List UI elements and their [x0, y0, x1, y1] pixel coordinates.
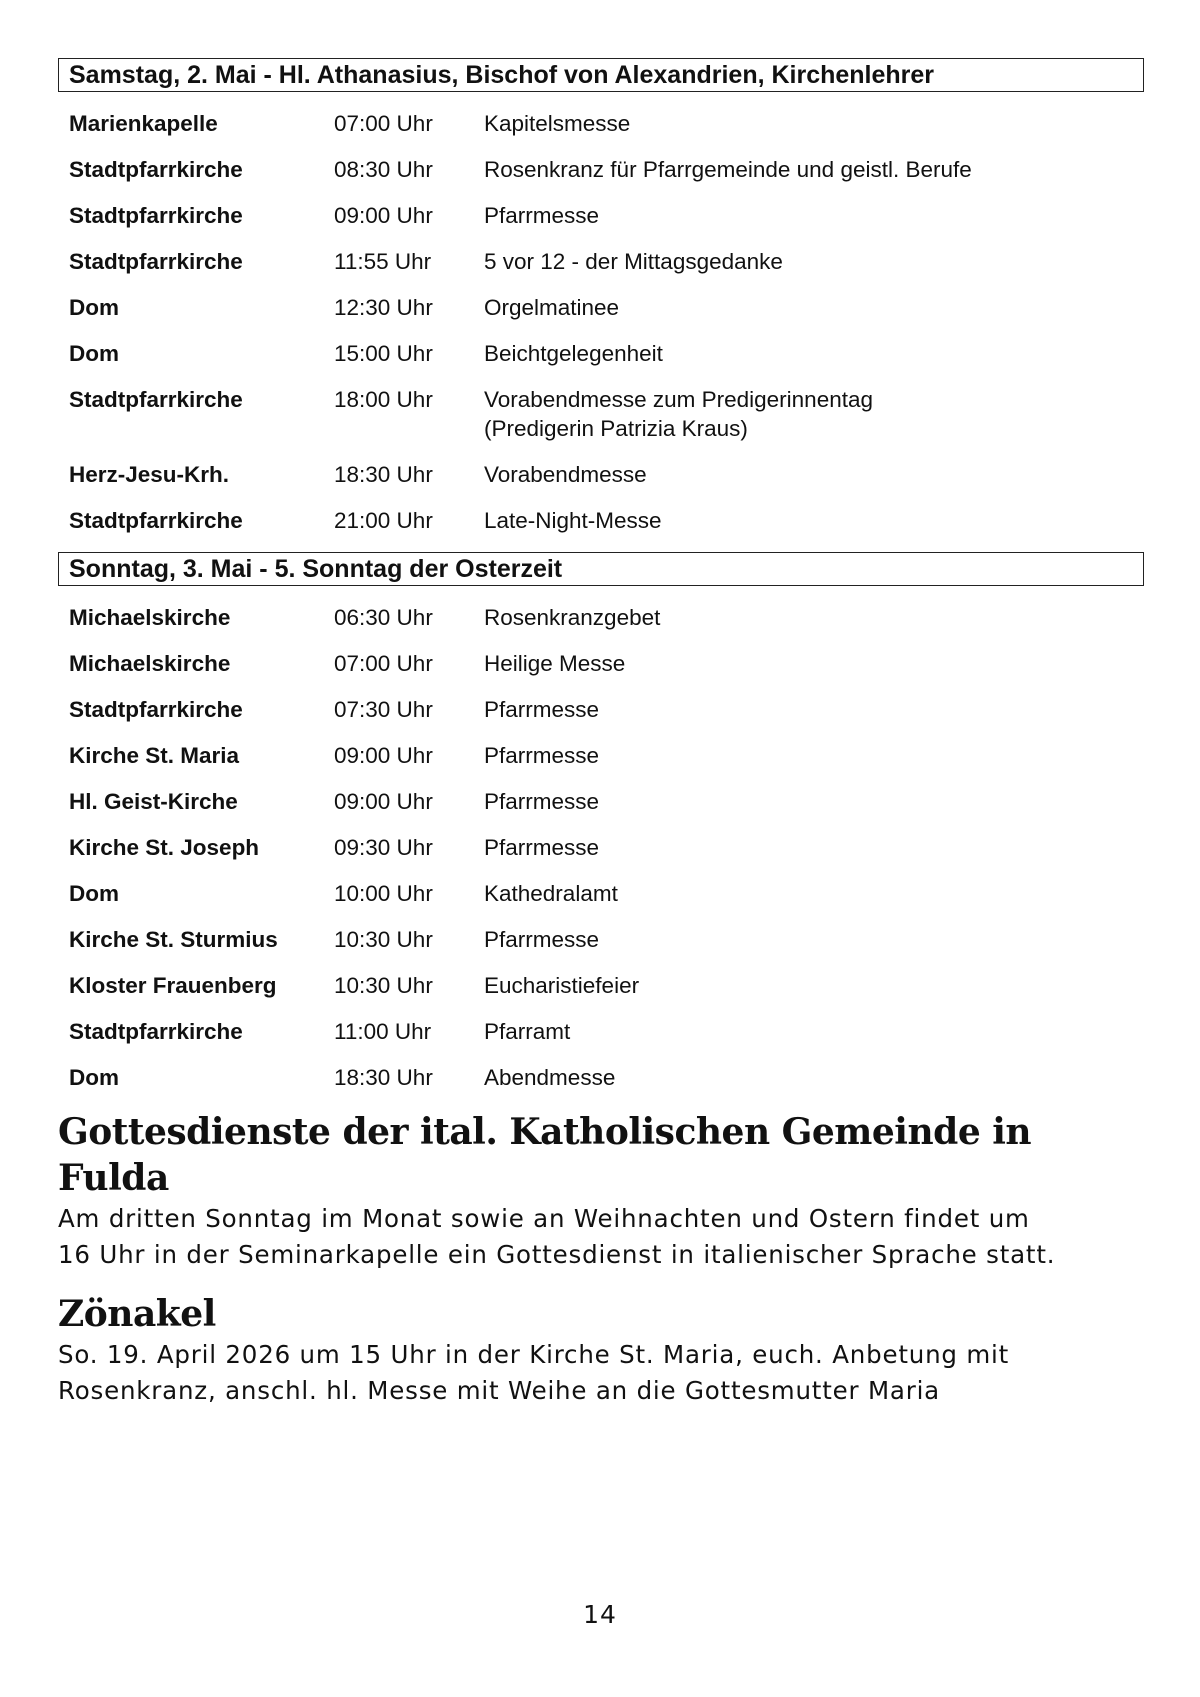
location: Michaelskirche: [69, 605, 231, 630]
day-title: Samstag, 2. Mai - Hl. Athanasius, Bischof von Alexandrien, Kirchenlehrer: [58, 58, 1144, 92]
event-line: Heilige Messe: [484, 651, 626, 676]
time: 07:30 Uhr: [334, 697, 433, 722]
event: [484, 603, 1144, 632]
event-line: (Predigerin Patrizia Kraus): [484, 416, 748, 441]
schedule-row: [58, 339, 1144, 368]
event-line: Vorabendmesse: [484, 462, 647, 487]
schedule-row: [58, 787, 1144, 816]
time: 09:00 Uhr: [334, 743, 433, 768]
event-line: Pfarrmesse: [484, 789, 600, 814]
event: [484, 385, 1144, 443]
location: Stadtpfarrkirche: [69, 387, 243, 412]
event: [484, 155, 1144, 184]
event-line: Abendmesse: [484, 1065, 616, 1090]
schedule-list: [58, 586, 1144, 1092]
time: 18:30 Uhr: [334, 462, 433, 487]
location: Kirche St. Sturmius: [69, 927, 278, 952]
event-line: Pfarrmesse: [484, 697, 600, 722]
day-block: [58, 58, 1144, 535]
schedule-row: [58, 109, 1144, 138]
time: 08:30 Uhr: [334, 157, 433, 182]
location: Dom: [69, 341, 119, 366]
event-line: Kapitelsmesse: [484, 111, 631, 136]
time: 15:00 Uhr: [334, 341, 433, 366]
schedule-row: [58, 385, 1144, 443]
event-line: Beichtgelegenheit: [484, 341, 663, 366]
event-line: Kathedralamt: [484, 881, 618, 906]
event-line: Vorabendmesse zum Predigerinnentag: [484, 387, 873, 412]
event: [484, 339, 1144, 368]
location: Stadtpfarrkirche: [69, 508, 243, 533]
schedule-row: [58, 155, 1144, 184]
event: [484, 879, 1144, 908]
event: [484, 971, 1144, 1000]
page-number: 14: [583, 1600, 617, 1629]
section-heading: Gottesdienste der ital. Katholischen Gemeinde in Fulda: [58, 1111, 1032, 1199]
schedule-row: [58, 603, 1144, 632]
schedule-row: [58, 460, 1144, 489]
service-schedule: [58, 58, 1144, 1092]
location: Stadtpfarrkirche: [69, 157, 243, 182]
schedule-row: [58, 1063, 1144, 1092]
schedule-row: [58, 247, 1144, 276]
location: Stadtpfarrkirche: [69, 249, 243, 274]
time: 07:00 Uhr: [334, 651, 433, 676]
day-block: [58, 552, 1144, 1092]
zoenakel-section: [58, 1291, 1144, 1409]
time: 10:30 Uhr: [334, 927, 433, 952]
schedule-row: [58, 201, 1144, 230]
event: [484, 1017, 1144, 1046]
time: 06:30 Uhr: [334, 605, 433, 630]
location: Stadtpfarrkirche: [69, 697, 243, 722]
location: Michaelskirche: [69, 651, 231, 676]
event-line: 5 vor 12 - der Mittagsgedanke: [484, 249, 783, 274]
section-text-line: 16 Uhr in der Seminarkapelle ein Gottesdienst in italienischer Sprache statt.: [58, 1240, 1056, 1269]
event: [484, 201, 1144, 230]
time: 10:00 Uhr: [334, 881, 433, 906]
schedule-row: [58, 506, 1144, 535]
event: [484, 925, 1144, 954]
day-title: Sonntag, 3. Mai - 5. Sonntag der Osterzeit: [58, 552, 1144, 586]
location: Kloster Frauenberg: [69, 973, 277, 998]
section-text-line: Rosenkranz, anschl. hl. Messe mit Weihe an die Gottesmutter Maria: [58, 1376, 940, 1405]
time: 11:55 Uhr: [334, 249, 432, 274]
section-text-line: Am dritten Sonntag im Monat sowie an Weihnachten und Ostern findet um: [58, 1204, 1030, 1233]
time: 21:00 Uhr: [334, 508, 433, 533]
event: [484, 293, 1144, 322]
schedule-row: [58, 833, 1144, 862]
schedule-row: [58, 925, 1144, 954]
event-line: Late-Night-Messe: [484, 508, 662, 533]
time: 09:00 Uhr: [334, 203, 433, 228]
time: 10:30 Uhr: [334, 973, 433, 998]
event-line: Pfarrmesse: [484, 835, 600, 860]
event: [484, 460, 1144, 489]
event: [484, 787, 1144, 816]
location: Hl. Geist-Kirche: [69, 789, 238, 814]
event-line: Pfarrmesse: [484, 743, 600, 768]
event-line: Pfarrmesse: [484, 927, 600, 952]
section-text: [58, 1337, 1144, 1409]
time: 18:30 Uhr: [334, 1065, 433, 1090]
time: 09:30 Uhr: [334, 835, 433, 860]
event-line: Orgelmatinee: [484, 295, 620, 320]
event: [484, 695, 1144, 724]
event: [484, 506, 1144, 535]
time: 12:30 Uhr: [334, 295, 433, 320]
location: Kirche St. Maria: [69, 743, 240, 768]
event-line: Rosenkranz für Pfarrgemeinde und geistl. Berufe: [484, 157, 972, 182]
time: 07:00 Uhr: [334, 111, 433, 136]
location: Stadtpfarrkirche: [69, 203, 243, 228]
location: Dom: [69, 295, 119, 320]
section-text: [58, 1201, 1144, 1273]
event: [484, 247, 1144, 276]
schedule-row: [58, 649, 1144, 678]
location: Stadtpfarrkirche: [69, 1019, 243, 1044]
location: Dom: [69, 1065, 119, 1090]
schedule-row: [58, 879, 1144, 908]
schedule-row: [58, 741, 1144, 770]
schedule-row: [58, 1017, 1144, 1046]
italian-community-section: [58, 1109, 1144, 1273]
event-line: Pfarrmesse: [484, 203, 600, 228]
event: [484, 109, 1144, 138]
location: Marienkapelle: [69, 111, 218, 136]
location: Kirche St. Joseph: [69, 835, 260, 860]
event: [484, 649, 1144, 678]
time: 09:00 Uhr: [334, 789, 433, 814]
event-line: Pfarramt: [484, 1019, 571, 1044]
event-line: Eucharistiefeier: [484, 973, 640, 998]
section-heading: Zönakel: [58, 1293, 216, 1335]
time: 18:00 Uhr: [334, 387, 433, 412]
schedule-row: [58, 971, 1144, 1000]
schedule-list: [58, 92, 1144, 535]
event: [484, 833, 1144, 862]
time: 11:00 Uhr: [334, 1019, 432, 1044]
schedule-row: [58, 695, 1144, 724]
event: [484, 1063, 1144, 1092]
location: Dom: [69, 881, 119, 906]
event: [484, 741, 1144, 770]
location: Herz-Jesu-Krh.: [69, 462, 230, 487]
schedule-row: [58, 293, 1144, 322]
section-text-line: So. 19. April 2026 um 15 Uhr in der Kirche St. Maria, euch. Anbetung mit: [58, 1340, 1010, 1369]
event-line: Rosenkranzgebet: [484, 605, 661, 630]
schedule-page: [58, 58, 1144, 1409]
